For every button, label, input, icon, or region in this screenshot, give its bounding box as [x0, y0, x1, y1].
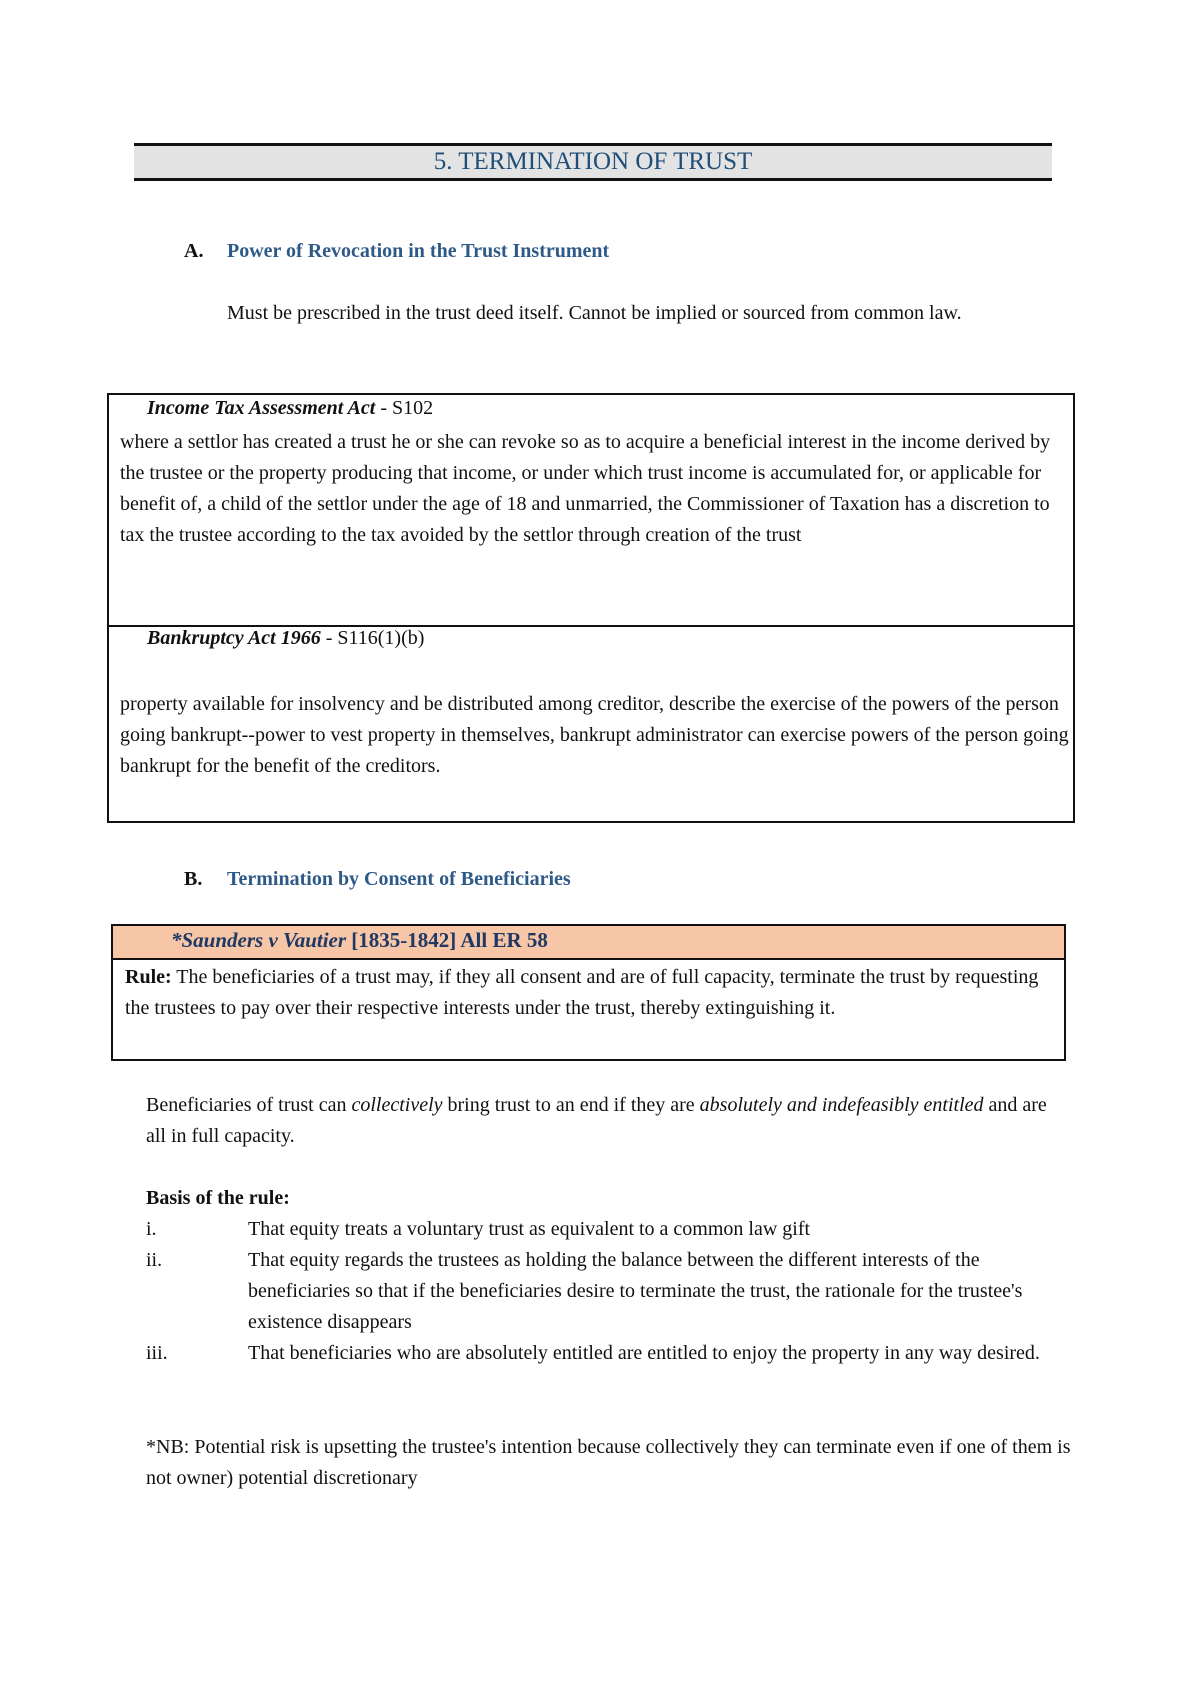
case-header: [113, 926, 1064, 960]
summary-emphasis: collectively: [351, 1094, 443, 1116]
summary-paragraph: [146, 1090, 1071, 1152]
case-rule-text: The beneficiaries of a trust may, if they all consent and are of full capacity, terminate the trust by requesting the trustees to pay over their respective interests under the trust, thereby extinguishing it.: [125, 966, 1039, 1019]
section-a-title: Power of Revocation in the Trust Instrument: [227, 240, 610, 262]
statute-body: property available for insolvency and be distributed among creditor, describe the exercise of the powers of the person going bankrupt--power to vest property in themselves, bankrupt administrator can exercise powers of the person going bankrupt for the benefit of the creditors.: [120, 693, 1069, 777]
section-b-letter: B.: [184, 868, 203, 890]
list-item-text: That equity treats a voluntary trust as equivalent to a common law gift: [248, 1218, 811, 1240]
statute-section: - S102: [375, 397, 434, 419]
basis-heading: Basis of the rule:: [146, 1187, 290, 1209]
list-item-number: i.: [146, 1218, 157, 1240]
case-citation: [1835-1842] All ER 58: [346, 928, 548, 952]
summary-emphasis: absolutely and indefeasibly entitled: [699, 1094, 984, 1116]
list-item: [146, 1245, 1066, 1338]
list-item-text: That equity regards the trustees as holding the balance between the different interests of the beneficiaries so that if the beneficiaries desire to terminate the trust, the rationale for the trustee's existence disappears: [248, 1249, 1023, 1333]
summary-text: and are all in full capacity.: [146, 1094, 1047, 1147]
section-b-title: Termination by Consent of Beneficiaries: [227, 868, 571, 890]
statutes-table: [107, 393, 1075, 823]
statute-title: [147, 627, 424, 650]
list-item-number: iii.: [146, 1342, 168, 1364]
page-title: 5. TERMINATION OF TRUST: [134, 143, 1052, 181]
case-box: [111, 924, 1066, 1061]
list-item-text: That beneficiaries who are absolutely entitled are entitled to enjoy the property in any way desired.: [248, 1342, 1040, 1364]
statute-title: [147, 397, 433, 420]
case-rule-label: Rule:: [125, 966, 172, 988]
section-a-text: Must be prescribed in the trust deed itself. Cannot be implied or sourced from common law.: [227, 302, 962, 324]
case-title: [171, 928, 548, 953]
statute-act-name: Bankruptcy Act 1966: [147, 627, 321, 649]
summary-text: bring trust to an end if they are: [442, 1094, 700, 1116]
statute-section: - S116(1)(b): [320, 627, 425, 649]
list-item-number: ii.: [146, 1249, 163, 1271]
statute-row-income-tax: [109, 395, 1073, 625]
list-item: [146, 1338, 1066, 1400]
statute-row-bankruptcy: [109, 625, 1073, 821]
section-a-letter: A.: [184, 240, 204, 262]
case-name: *Saunders v Vautier: [171, 928, 347, 952]
summary-text: Beneficiaries of trust can: [146, 1094, 352, 1116]
statute-act-name: Income Tax Assessment Act: [147, 397, 376, 419]
statute-body: where a settlor has created a trust he or she can revoke so as to acquire a beneficial interest in the income derived by the trustee or the property producing that income, or under which trust income is accumulated for, or applicable for benefit of, a child of the settlor under the age of 18 and unmarried, the Commissioner of Taxation has a discretion to tax the trustee according to the tax avoided by the settlor through creation of the trust: [120, 431, 1051, 546]
section-b-heading: [184, 868, 884, 896]
section-a-heading: [184, 240, 884, 268]
case-rule: [125, 962, 1060, 1024]
nb-note: *NB: Potential risk is upsetting the trustee's intention because collectively they can terminate even if one of them is not owner) potential discretionary: [146, 1436, 1071, 1489]
list-item: [146, 1214, 1066, 1245]
